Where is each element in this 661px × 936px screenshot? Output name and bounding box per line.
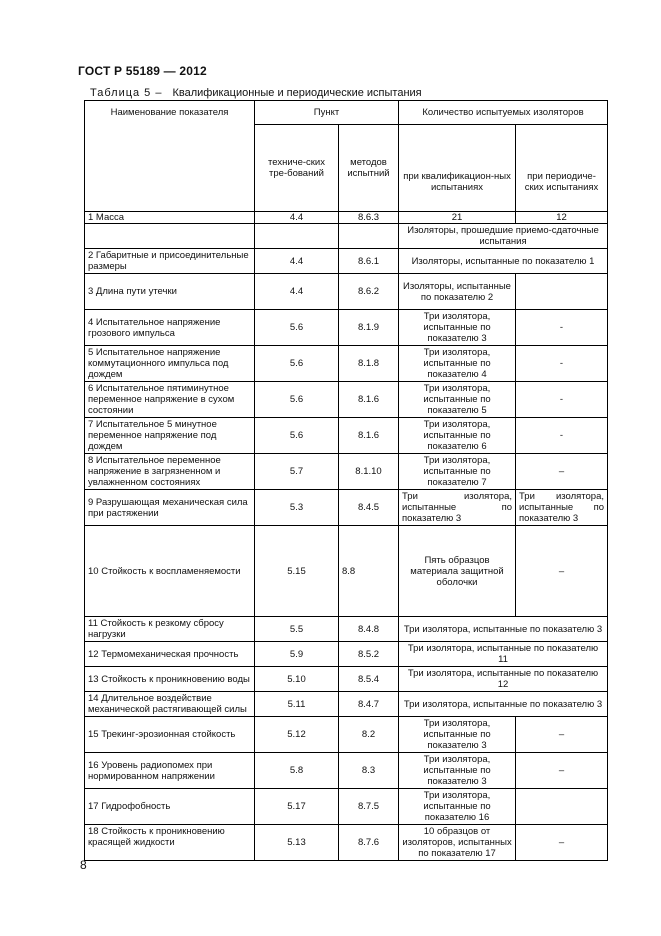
row-qual: 21 xyxy=(399,212,516,224)
row-qual: Три изолятора, испытанные по показателю 16 xyxy=(399,789,516,825)
row-req: 5.6 xyxy=(255,310,339,346)
row-qual: Три изолятора, испытанные по показателю 3 xyxy=(399,310,516,346)
row-period: 12 xyxy=(516,212,608,224)
row-method: 8.6.3 xyxy=(339,212,399,224)
table-row xyxy=(85,212,608,224)
row-req: 4.4 xyxy=(255,274,339,310)
row-span: Три изолятора, испытанные по показателю 12 xyxy=(399,667,608,692)
table-row xyxy=(85,717,608,753)
row-name: 15 Трекинг-эрозионная стойкость xyxy=(85,717,255,753)
row-req: 5.10 xyxy=(255,667,339,692)
col-header-tech-req: техниче-ских тре-бований xyxy=(255,125,339,212)
row-name: 13 Стойкость к проникновению воды xyxy=(85,667,255,692)
row-req: 5.6 xyxy=(255,418,339,454)
row-req: 5.6 xyxy=(255,346,339,382)
row-req: 5.15 xyxy=(255,526,339,617)
row-name: 8 Испытательное переменное напряжение в загрязненном и увлажненном состояниях xyxy=(85,454,255,490)
table-row xyxy=(85,249,608,274)
col-header-name: Наименование показателя xyxy=(85,101,255,212)
row-method: 8.1.6 xyxy=(339,382,399,418)
table-row xyxy=(85,490,608,526)
row-period: – xyxy=(516,526,608,617)
row-qual: Изоляторы, испытанные по показателю 2 xyxy=(399,274,516,310)
row-name: 1 Масса xyxy=(85,212,255,224)
row-name: 9 Разрушающая механическая сила при растяжении xyxy=(85,490,255,526)
row-period: – xyxy=(516,454,608,490)
row-req: 5.17 xyxy=(255,789,339,825)
col-header-qty: Количество испытуемых изоляторов xyxy=(399,101,608,125)
row-req: 4.4 xyxy=(255,212,339,224)
row-method: 8.1.9 xyxy=(339,310,399,346)
table-row xyxy=(85,753,608,789)
row-method: 8.1.8 xyxy=(339,346,399,382)
row-qual: Три изолятора, испытанные по показателю 6 xyxy=(399,418,516,454)
row-name: 16 Уровень радиопомех при нормированном напряжении xyxy=(85,753,255,789)
table-row xyxy=(85,692,608,717)
row-name: 18 Стойкость к проникновению красящей жидкости xyxy=(85,825,255,861)
row-method: 8.7.5 xyxy=(339,789,399,825)
row-req: 5.9 xyxy=(255,642,339,667)
row-name: 6 Испытательное пятиминутное переменное напряжение в сухом состоянии xyxy=(85,382,255,418)
row-method: 8.5.4 xyxy=(339,667,399,692)
row-method: 8.5.2 xyxy=(339,642,399,667)
row-qual: Три изолятора, испытанные по показателю 3 xyxy=(399,490,516,526)
row-name: 14 Длительное воздействие механической растягивающей силы xyxy=(85,692,255,717)
row-method: 8.1.10 xyxy=(339,454,399,490)
row-name: 17 Гидрофобность xyxy=(85,789,255,825)
page-number: 8 xyxy=(80,858,87,872)
row-req: 5.13 xyxy=(255,825,339,861)
row-req: 5.11 xyxy=(255,692,339,717)
row-method: 8.4.5 xyxy=(339,490,399,526)
row-method: 8.3 xyxy=(339,753,399,789)
row-name: 3 Длина пути утечки xyxy=(85,274,255,310)
row-qual: Три изолятора, испытанные по показателю 3 xyxy=(399,717,516,753)
document-header: ГОСТ Р 55189 — 2012 xyxy=(78,64,207,78)
row-period: – xyxy=(516,717,608,753)
row-qual: Три изолятора, испытанные по показателю 3 xyxy=(399,753,516,789)
row-period: - xyxy=(516,310,608,346)
table-row xyxy=(85,617,608,642)
caption-label: Таблица 5 – xyxy=(90,87,163,99)
col-header-test-methods: методов испытний xyxy=(339,125,399,212)
table-row xyxy=(85,418,608,454)
table-row xyxy=(85,789,608,825)
row-qual: Три изолятора, испытанные по показателю 5 xyxy=(399,382,516,418)
table-row xyxy=(85,274,608,310)
row-name: 4 Испытательное напряжение грозового импульса xyxy=(85,310,255,346)
row-req: 5.3 xyxy=(255,490,339,526)
col-header-clause: Пункт xyxy=(255,101,399,125)
qualification-tests-table xyxy=(84,100,608,861)
row-period xyxy=(516,789,608,825)
row-period xyxy=(516,274,608,310)
row-name: 2 Габаритные и присоединительные размеры xyxy=(85,249,255,274)
table-row xyxy=(85,642,608,667)
row-qual: Три изолятора, испытанные по показателю 4 xyxy=(399,346,516,382)
row-name: 12 Термомеханическая прочность xyxy=(85,642,255,667)
row-qual: Пять образцов материала защитной оболочки xyxy=(399,526,516,617)
table-row xyxy=(85,667,608,692)
row-span: Три изолятора, испытанные по показателю 3 xyxy=(399,692,608,717)
row-req: 5.7 xyxy=(255,454,339,490)
row-method: 8.6.2 xyxy=(339,274,399,310)
row-name: 7 Испытательное 5 минутное переменное напряжение под дождем xyxy=(85,418,255,454)
row-name: 5 Испытательное напряжение коммутационного импульса под дождем xyxy=(85,346,255,382)
table-row xyxy=(85,526,608,617)
row-req: 5.8 xyxy=(255,753,339,789)
table-row xyxy=(85,310,608,346)
col-header-qualification: при квалификацион-ных испытаниях xyxy=(399,125,516,212)
row-period: - xyxy=(516,346,608,382)
row-method: 8.2 xyxy=(339,717,399,753)
caption-title: Квалификационные и периодические испытания xyxy=(172,87,422,99)
row-qual: Три изолятора, испытанные по показателю 7 xyxy=(399,454,516,490)
row-span: Изоляторы, испытанные по показателю 1 xyxy=(399,249,608,274)
table-row xyxy=(85,825,608,861)
col-header-periodic: при периодиче-ских испытаниях xyxy=(516,125,608,212)
row-method: 8.1.6 xyxy=(339,418,399,454)
row-period: - xyxy=(516,382,608,418)
row-period: – xyxy=(516,825,608,861)
table-caption xyxy=(90,87,422,99)
row-name: 11 Стойкость к резкому сбросу нагрузки xyxy=(85,617,255,642)
row-method: 8.6.1 xyxy=(339,249,399,274)
row-req: 5.6 xyxy=(255,382,339,418)
table-row xyxy=(85,224,608,249)
row-method: 8.7.6 xyxy=(339,825,399,861)
row-span: Три изолятора, испытанные по показателю 3 xyxy=(399,617,608,642)
row-method: 8.4.8 xyxy=(339,617,399,642)
table-row xyxy=(85,382,608,418)
row-period: – xyxy=(516,753,608,789)
row-method: 8.4.7 xyxy=(339,692,399,717)
row-subheader: Изоляторы, прошедшие приемо-сдаточные испытания xyxy=(399,224,608,249)
table-row xyxy=(85,454,608,490)
table-row xyxy=(85,346,608,382)
row-period: Три изолятора, испытанные по показателю 3 xyxy=(516,490,608,526)
row-name: 10 Стойкость к воспламеняемости xyxy=(85,526,255,617)
row-period: - xyxy=(516,418,608,454)
row-req: 5.5 xyxy=(255,617,339,642)
row-qual: 10 образцов от изоляторов, испытанных по показателю 17 xyxy=(399,825,516,861)
row-method: 8.8 xyxy=(339,526,399,617)
row-span: Три изолятора, испытанные по показателю 11 xyxy=(399,642,608,667)
row-req: 5.12 xyxy=(255,717,339,753)
row-req: 4.4 xyxy=(255,249,339,274)
